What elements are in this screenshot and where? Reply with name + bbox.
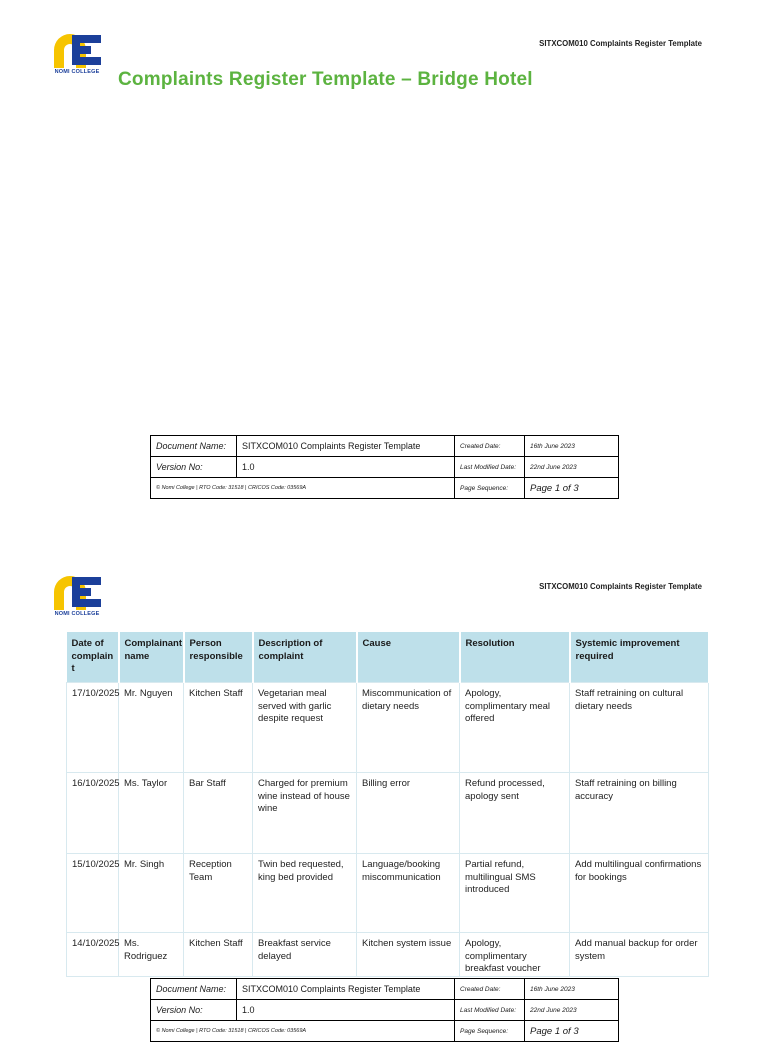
table-cell: Kitchen Staff <box>184 933 253 977</box>
modified-date-label: Last Modified Date: <box>455 1000 525 1021</box>
table-header-row <box>67 632 709 683</box>
column-header: Cause <box>357 632 460 683</box>
page-number: 1 <box>554 1025 561 1037</box>
column-header: Complainant name <box>119 632 184 683</box>
created-date-value: 16th June 2023 <box>525 436 619 457</box>
header-reference: SITXCOM010 Complaints Register Template <box>539 38 702 48</box>
table-cell: Partial refund, multilingual SMS introduced <box>460 854 570 933</box>
page-of-word: of <box>560 482 574 494</box>
nomi-college-logo-page2 <box>52 574 102 620</box>
page-sequence-label: Page Sequence: <box>455 478 525 499</box>
column-header: Description of complaint <box>253 632 357 683</box>
modified-date-label: Last Modified Date: <box>455 457 525 478</box>
table-cell: 17/10/2025 <box>67 683 119 773</box>
table-row <box>67 773 709 854</box>
created-date-label: Created Date: <box>455 979 525 1000</box>
table-cell: Billing error <box>357 773 460 854</box>
page-total: 3 <box>573 482 579 494</box>
header-reference-page2: SITXCOM010 Complaints Register Template <box>539 581 702 591</box>
column-header: Person responsible <box>184 632 253 683</box>
logo-text: NOMI COLLEGE <box>54 611 100 617</box>
modified-date-value: 22nd June 2023 <box>525 1000 619 1021</box>
document-name-value: SITXCOM010 Complaints Register Template <box>237 979 455 1000</box>
table-cell: Refund processed, apology sent <box>460 773 570 854</box>
page-of-word: of <box>560 1025 574 1037</box>
document-name-value: SITXCOM010 Complaints Register Template <box>237 436 455 457</box>
nomi-college-logo <box>52 32 102 78</box>
version-label: Version No: <box>151 457 237 478</box>
table-cell: Apology, complimentary meal offered <box>460 683 570 773</box>
table-cell: Ms. Taylor <box>119 773 184 854</box>
page-word: Page <box>530 482 555 494</box>
table-cell: 16/10/2025 <box>67 773 119 854</box>
page-number: 1 <box>554 482 561 494</box>
document-name-label: Document Name: <box>151 979 237 1000</box>
table-cell: Language/booking miscommunication <box>357 854 460 933</box>
page-word: Page <box>530 1025 555 1037</box>
table-cell: Ms. Rodriguez <box>119 933 184 977</box>
logo-text: NOMI COLLEGE <box>54 69 100 75</box>
table-cell: 14/10/2025 <box>67 933 119 977</box>
column-header: Date of complain t <box>67 632 119 683</box>
table-cell: Charged for premium wine instead of house wine <box>253 773 357 854</box>
table-cell: Twin bed requested, king bed provided <box>253 854 357 933</box>
table-cell: Add manual backup for order system <box>570 933 709 977</box>
document-name-label: Document Name: <box>151 436 237 457</box>
table-cell: Staff retraining on billing accuracy <box>570 773 709 854</box>
table-cell: Reception Team <box>184 854 253 933</box>
logo-mark-icon <box>52 574 102 610</box>
page-sequence-label: Page Sequence: <box>455 1021 525 1042</box>
version-value: 1.0 <box>237 457 455 478</box>
table-cell: Mr. Nguyen <box>119 683 184 773</box>
modified-date-value: 22nd June 2023 <box>525 457 619 478</box>
table-cell: Bar Staff <box>184 773 253 854</box>
table-cell: Kitchen Staff <box>184 683 253 773</box>
created-date-value: 16th June 2023 <box>525 979 619 1000</box>
table-cell: 15/10/2025 <box>67 854 119 933</box>
page-title: Complaints Register Template – Bridge Hotel <box>118 69 533 90</box>
table-row <box>67 933 709 977</box>
column-header: Resolution <box>460 632 570 683</box>
page-sequence-value <box>525 478 619 499</box>
page-total: 3 <box>573 1025 579 1037</box>
table-cell: Kitchen system issue <box>357 933 460 977</box>
table-row <box>67 683 709 773</box>
version-value: 1.0 <box>237 1000 455 1021</box>
table-cell: Apology, complimentary breakfast voucher <box>460 933 570 977</box>
document-info-table-page2 <box>150 978 619 1042</box>
created-date-label: Created Date: <box>455 436 525 457</box>
table-cell: Staff retraining on cultural dietary needs <box>570 683 709 773</box>
table-row <box>67 854 709 933</box>
copyright-text: © Nomi College | RTO Code: 31518 | CRICOS Code: 03569A <box>151 1021 455 1042</box>
copyright-text: © Nomi College | RTO Code: 31518 | CRICOS Code: 03569A <box>151 478 455 499</box>
table-cell: Add multilingual confirmations for bookings <box>570 854 709 933</box>
logo-mark-icon <box>52 32 102 68</box>
complaints-register-table <box>66 632 710 977</box>
version-label: Version No: <box>151 1000 237 1021</box>
table-cell: Mr. Singh <box>119 854 184 933</box>
document-info-table <box>150 435 619 499</box>
table-cell: Miscommunication of dietary needs <box>357 683 460 773</box>
table-cell: Breakfast service delayed <box>253 933 357 977</box>
table-cell: Vegetarian meal served with garlic despite request <box>253 683 357 773</box>
column-header: Systemic improvement required <box>570 632 709 683</box>
